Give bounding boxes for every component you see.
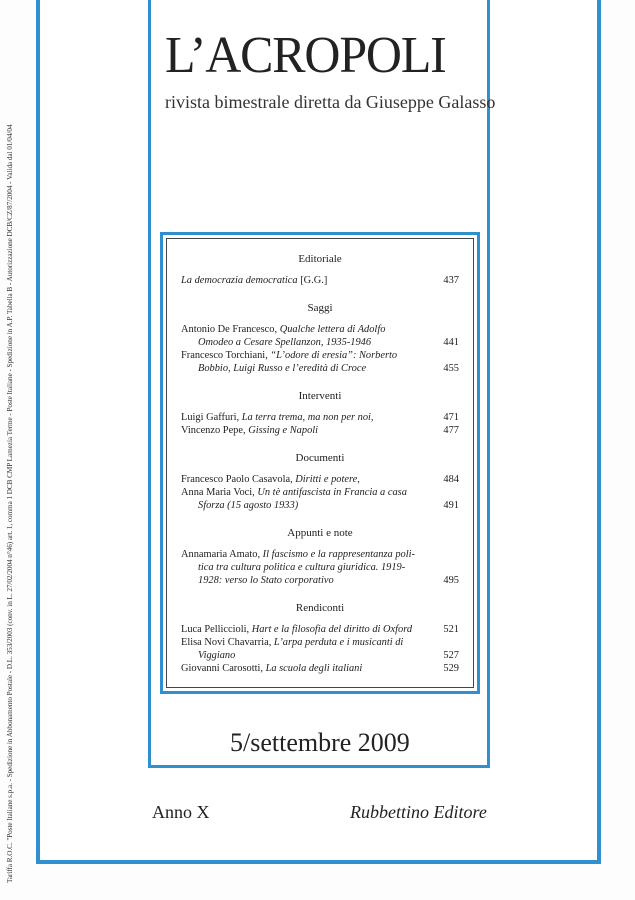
toc-entry (181, 623, 459, 636)
section-heading: Saggi (307, 302, 333, 314)
entry-page: 437 (443, 275, 459, 286)
entry-author: [G.G.] (297, 275, 328, 286)
entry-title: Diritti e potere, (295, 474, 360, 485)
entry-author: Annamaria Amato, (181, 549, 263, 560)
publisher-name: Rubbettino Editore (350, 802, 487, 822)
entry-page: 495 (443, 575, 459, 586)
entry-author: Giovanni Carosotti, (181, 663, 266, 674)
section-heading: Editoriale (298, 253, 342, 265)
toc-section-saggi (181, 302, 459, 375)
journal-title: L’ACROPOLI (165, 27, 446, 84)
entry-title: Un tè antifascista in Francia a casa (257, 487, 407, 498)
entry-page: 491 (443, 500, 459, 511)
entry-page: 471 (443, 412, 459, 423)
toc-entry (181, 424, 459, 437)
entry-title-cont: Viggiano (198, 650, 236, 661)
entry-title-cont: Bobbio, Luigi Russo e l’eredità di Croce (198, 363, 367, 374)
entry-page: 521 (443, 624, 459, 635)
postal-info-text: Tariffa R.O.C. "Poste Italiane s.p.a. - Spedizione in Abbonamento Postale - D.L. 353/2003 (conv. in L. 27/02/2004 n°46) art. 1, comma 1 DCB CMP Lamezia Terme - Poste Italiane - Spedizione in A.P. Tabella B - Autorizzazione DCB/CZ/87/2004 - Valida dal 01/04/04 (6, 124, 14, 883)
entry-title: Hart e la filosofia del diritto di Oxford (251, 624, 413, 635)
entry-page: 455 (443, 363, 459, 374)
entry-title: Gissing e Napoli (248, 425, 319, 436)
entry-author: Luca Pelliccioli, (181, 624, 252, 635)
entry-title-cont: 1928: verso lo Stato corporativo (198, 575, 334, 586)
entry-title: Qualche lettera di Adolfo (279, 324, 386, 335)
entry-page: 477 (443, 425, 459, 436)
entry-title: L’arpa perduta e i musicanti di (273, 637, 404, 648)
volume-year: Anno X (152, 802, 210, 822)
toc-entry (181, 473, 459, 486)
entry-author: Vincenzo Pepe, (181, 425, 249, 436)
toc-entry (181, 274, 459, 287)
entry-author: Francesco Paolo Casavola, (181, 474, 296, 485)
entry-title: La scuola degli italiani (265, 663, 363, 674)
entry-title: La democrazia democratica (181, 275, 298, 286)
toc-section-documenti (181, 452, 459, 512)
entry-author: Antonio De Francesco, (181, 324, 280, 335)
issue-date: 5/settembre 2009 (230, 728, 410, 757)
entry-author: Francesco Torchiani, (181, 350, 271, 361)
section-heading: Appunti e note (287, 527, 353, 539)
entry-title: “L’odore di eresia”: Norberto (270, 350, 398, 361)
toc-entry (181, 548, 459, 587)
entry-page: 527 (443, 650, 459, 661)
entry-title-cont: Omodeo a Cesare Spellanzon, 1935-1946 (198, 337, 372, 348)
entry-page: 529 (443, 663, 459, 674)
toc-section-rendiconti (181, 602, 459, 675)
entry-title-cont: tica tra cultura politica e cultura giuridica. 1919- (198, 562, 406, 573)
toc-entry (181, 662, 459, 675)
toc-section-appunti (181, 527, 459, 587)
entry-title: La terra trema, ma non per noi, (241, 412, 374, 423)
entry-author: Anna Maria Voci, (181, 487, 258, 498)
toc-entry (181, 411, 459, 424)
toc-section-interventi (181, 390, 459, 437)
entry-author: Elisa Novi Chavarria, (181, 637, 274, 648)
toc-entry (181, 323, 459, 349)
section-heading: Rendiconti (295, 602, 345, 614)
section-heading: Documenti (295, 452, 345, 464)
entry-title-cont: Sforza (15 agosto 1933) (198, 500, 299, 511)
toc-entry (181, 486, 459, 512)
toc-entry (181, 349, 459, 375)
entry-page: 441 (443, 337, 459, 348)
table-of-contents (160, 232, 480, 694)
entry-title: Il fascismo e la rappresentanza poli- (262, 549, 415, 560)
entry-page: 484 (443, 474, 459, 485)
toc-inner-frame (166, 238, 474, 688)
journal-subtitle: rivista bimestrale diretta da Giuseppe Galasso (165, 92, 496, 112)
toc-section-editoriale (181, 253, 459, 287)
toc-entry (181, 636, 459, 662)
entry-author: Luigi Gaffuri, (181, 412, 242, 423)
section-heading: Interventi (298, 390, 342, 402)
